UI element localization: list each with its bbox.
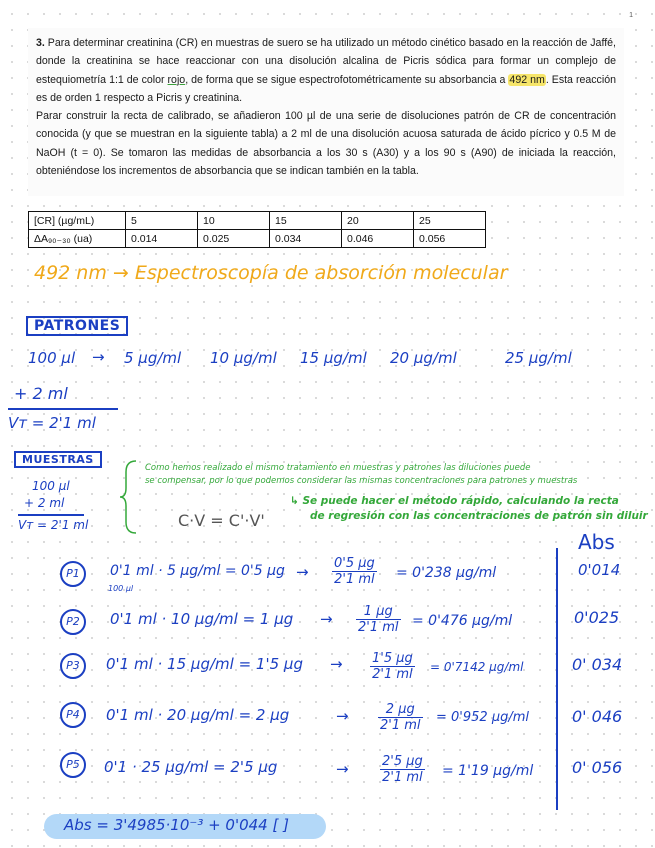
problem-statement (28, 28, 624, 196)
arrow: → (320, 610, 333, 628)
regression-equation: Abs = 3'4985·10⁻³ + 0'044 [ ] (64, 816, 289, 834)
calc-result: = 1'19 µg/ml (442, 763, 534, 779)
abs-value: 0' 034 (572, 655, 623, 674)
arrow: → (92, 348, 105, 366)
patron-circle: P1 (60, 561, 86, 587)
table-cell: 25 (414, 212, 486, 230)
problem-text: , de forma que se sigue espectrofotométricamente su absorbancia a (185, 73, 509, 86)
table-row (29, 230, 486, 248)
table-cell: 5 (126, 212, 198, 230)
fraction-numerator: 1'5 µg (372, 651, 413, 666)
calc-fraction (332, 556, 377, 587)
calc-result: = 0'476 µg/ml (412, 613, 513, 629)
table-cell: 20 (342, 212, 414, 230)
problem-number: 3. (36, 37, 45, 49)
small-note: 100 µl (108, 584, 134, 593)
patron-conc: 15 µg/ml (300, 349, 367, 367)
fraction-denominator: 2'1 ml (334, 572, 375, 587)
patrones-add: + 2 ml (14, 384, 68, 403)
fraction-denominator: 2'1 ml (372, 667, 413, 682)
patron-conc: 5 µg/ml (124, 349, 182, 367)
row-header: ΔA₉₀₋₃₀ (ua) (29, 230, 126, 248)
table-cell: 0.025 (198, 230, 270, 248)
problem-text: . Esta reacción es de orden 1 respecto a Picris y creatinina. (36, 73, 616, 104)
calc-fraction (356, 604, 401, 635)
patrones-label (26, 318, 128, 334)
calc-expression: 0'1 · 25 µg/ml = 2'5 µg (104, 758, 278, 776)
patrones-box: PATRONES (26, 316, 128, 336)
dilution-formula: C·V = C'·V' (178, 511, 265, 530)
arrow: → (336, 707, 349, 725)
row-header: [CR] (µg/mL) (29, 212, 126, 230)
fraction-numerator: 0'5 µg (334, 556, 375, 571)
sum-rule (8, 408, 118, 410)
green-brace (118, 458, 142, 536)
abs-value: 0'014 (578, 561, 621, 579)
patron-circle: P4 (60, 702, 86, 728)
calc-expression: 0'1 ml · 20 µg/ml = 2 µg (106, 706, 290, 724)
muestras-box: MUESTRAS (14, 451, 102, 468)
arrow: → (336, 760, 349, 778)
abs-value: 0'025 (574, 608, 620, 627)
fraction-numerator: 2 µg (378, 702, 423, 718)
technique-note: 492 nm → Espectroscopía de absorción molecular (34, 262, 508, 284)
page-number: 1 (629, 12, 633, 19)
fraction-numerator: 1 µg (356, 604, 401, 620)
muestras-label (14, 453, 102, 466)
abs-value: 0' 056 (572, 758, 623, 777)
fraction-denominator: 2'1 ml (382, 770, 423, 785)
table-row (29, 212, 486, 230)
fraction-denominator: 2'1 ml (380, 718, 421, 733)
muestras-add: + 2 ml (24, 496, 65, 510)
patron-conc: 25 µg/ml (505, 349, 572, 367)
green-note-line: Como hemos realizado el mismo tratamiento en muestras y patrones las diluciones puede (145, 463, 531, 473)
problem-paragraph-2: Parar construir la recta de calibrado, se añadieron 100 µl de una serie de disoluciones patrón de CR de concentración conocida (y que se muestran en la siguiente tabla) a 2 ml de una disolución acuosa saturada de ácido pícrico y 0.5 M de NaOH (t = 0). Se tomaron las medidas de absorbancia a los 30 s (A30) y a los 90 s (A90) de iniciada la reacción, obteniéndose los incrementos de absorbancia que se indican también en la tabla. (36, 110, 616, 178)
muestras-total: Vт = 2'1 ml (18, 518, 89, 532)
patron-conc: 20 µg/ml (390, 349, 457, 367)
abs-value: 0' 046 (572, 707, 623, 726)
fraction-numerator: 2'5 µg (382, 754, 423, 769)
column-divider (556, 548, 558, 810)
green-note-line: se compensar, por lo que podemos considerar las mismas concentraciones para patrones y muestras (145, 476, 578, 486)
problem-paragraph-1 (36, 34, 616, 107)
fraction-denominator: 2'1 ml (358, 620, 399, 635)
green-tip-line: ↳ Se puede hacer el método rápido, calculando la recta (290, 495, 619, 507)
table-cell: 0.014 (126, 230, 198, 248)
underlined-word: rojo (167, 73, 186, 86)
muestras-volume: 100 µl (32, 479, 70, 493)
calc-fraction (378, 702, 423, 733)
problem-text: Para determinar creatinina (CR) en muestras de suero se ha utilizado un método cinético basado en la reacción de Jaffé, donde la creatinina se hace reaccionar con una disolución alcalina de Picris sódica para formar un complejo de estequiometría 1:1 de color (36, 37, 616, 86)
table-cell: 0.034 (270, 230, 342, 248)
abs-header: Abs (578, 530, 615, 554)
calc-expression: 0'1 ml · 15 µg/ml = 1'5 µg (106, 655, 303, 673)
calibration-table (28, 211, 486, 248)
table-cell: 15 (270, 212, 342, 230)
patrones-volume: 100 µl (28, 349, 76, 367)
calc-fraction (370, 651, 415, 682)
calc-result: = 0'952 µg/ml (436, 710, 529, 725)
highlighted-wavelength: 492 nm (509, 73, 545, 86)
table-cell: 10 (198, 212, 270, 230)
table-cell: 0.046 (342, 230, 414, 248)
calc-result: = 0'238 µg/ml (396, 565, 497, 581)
calc-result: = 0'7142 µg/ml (430, 660, 524, 674)
patron-circle: P5 (60, 752, 86, 778)
calc-expression: 0'1 ml · 5 µg/ml = 0'5 µg (110, 563, 285, 579)
patron-circle: P2 (60, 609, 86, 635)
calc-expression: 0'1 ml · 10 µg/ml = 1 µg (110, 610, 294, 628)
sum-rule (18, 514, 84, 516)
patrones-total: Vт = 2'1 ml (8, 414, 96, 432)
patron-circle: P3 (60, 653, 86, 679)
arrow: → (330, 655, 343, 673)
calc-fraction (380, 754, 425, 785)
green-tip-line: de regresión con las concentraciones de patrón sin diluir (310, 510, 648, 522)
arrow: → (296, 563, 309, 581)
patron-conc: 10 µg/ml (210, 349, 277, 367)
table-cell: 0.056 (414, 230, 486, 248)
